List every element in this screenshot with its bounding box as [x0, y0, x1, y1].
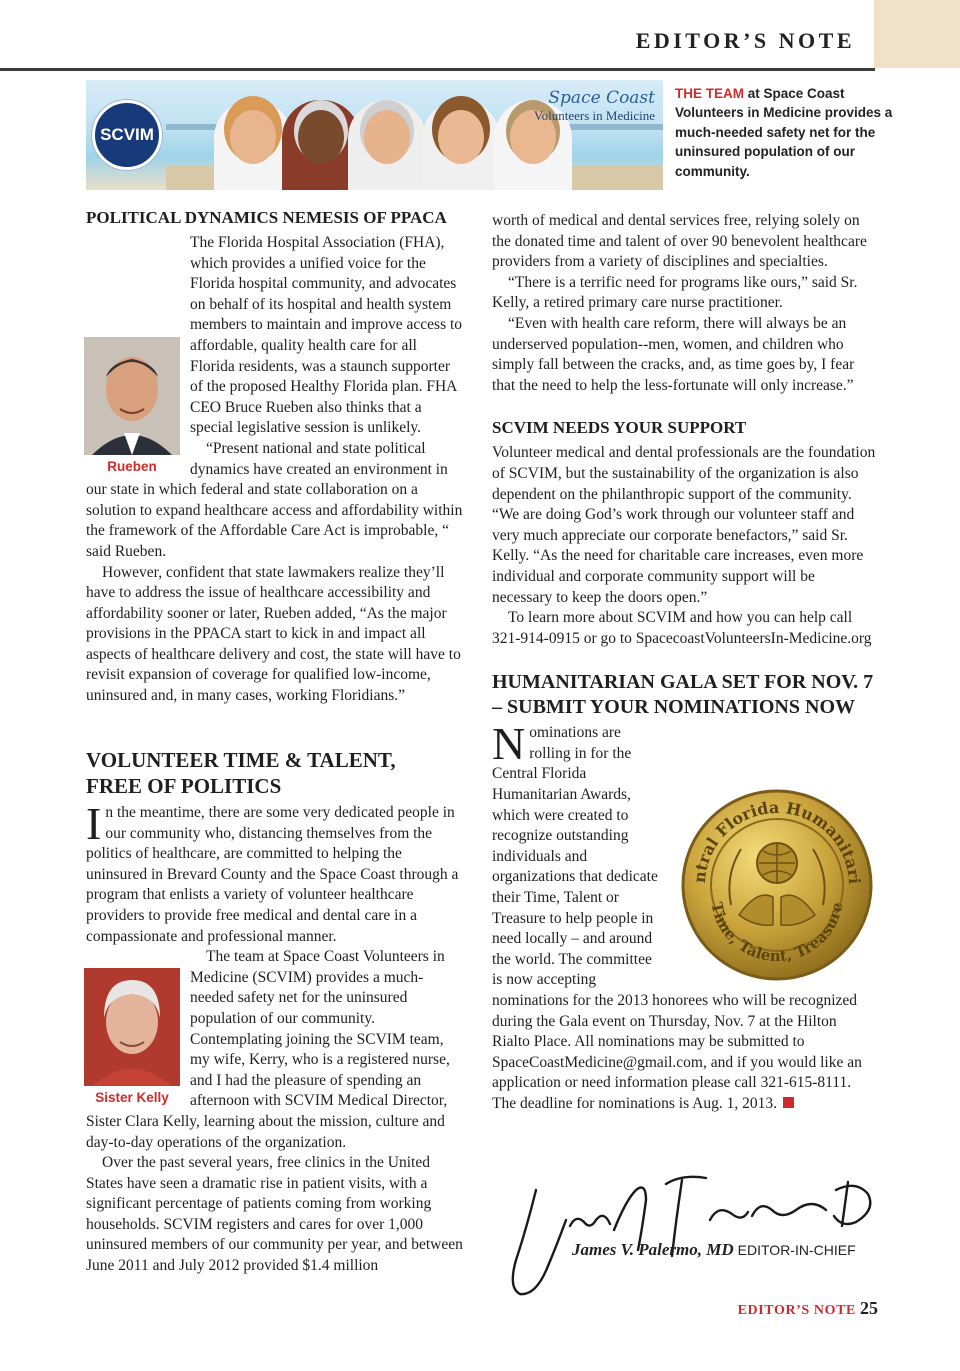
scvim-logo — [92, 100, 162, 170]
paragraph-text: n the meantime, there are some very dedicated people in our community who, distancing themselves from the politics of healthcare, are committed to helping the uninsured in Brevard County and the Space Coast through a program that enlists a variety of volunteer healthcare providers to provide free medical and dental care in a compassionate and professional manner. — [86, 804, 459, 945]
heading-line-1: VOLUNTEER TIME & TALENT, — [86, 748, 396, 772]
paragraph: “There is a terrific need for programs like ours,” said Sr. Kelly, a retired primary care nurse practitioner. — [492, 273, 858, 312]
section-heading: POLITICAL DYNAMICS NEMESIS OF PPACA — [86, 208, 447, 227]
section-title: EDITOR’S NOTE — [635, 28, 855, 53]
heading-line-1: HUMANITARIAN GALA SET FOR NOV. 7 — [492, 671, 874, 694]
photo-label-sister-kelly: Sister Kelly — [95, 1090, 169, 1106]
paragraph: worth of medical and dental services free, relying solely on the donated time and talent of over 90 benevolent healthcare providers from a variety of disciplines and specialties. — [492, 212, 867, 271]
paragraph — [86, 798, 463, 947]
signature-svg — [496, 1170, 896, 1300]
page-footer — [738, 1298, 878, 1319]
paragraph: The Florida Hospital Association (FHA), which provides a unified voice for the Florida hospital community, and advocates on behalf of its hospital and health system members to maintain and improve access to affordable, quality health care for all Florida residents, was a staunch supporter of the proposed Healthy Florida plan. FHA CEO Bruce Rueben also thinks that a special legislative session is unlikely. — [190, 234, 463, 437]
end-of-article-mark — [783, 1097, 794, 1108]
signature-title: EDITOR-IN-CHIEF — [737, 1242, 856, 1258]
drop-cap: I — [86, 798, 102, 849]
photo-rueben — [82, 337, 182, 478]
caption-text: at Space Coast Volunteers in Medicine provides a much-needed safety net for the uninsured population of our community. — [675, 86, 893, 179]
paragraph: Volunteer medical and dental professionals are the foundation of SCVIM, but the sustainability of the organization is also dependent on the philanthropic support of the community. “We are doing God’s work through our volunteer staff and very much appreciate our corporate benefactors,” said Sr. Kelly. “As the need for charitable care increases, even more individual and corporate community support will be necessary to keep the doors open.” — [492, 444, 876, 606]
left-column-section-1 — [86, 207, 463, 707]
rueben-portrait — [84, 337, 180, 455]
scvim-banner-image — [86, 80, 663, 190]
photo-label-rueben: Rueben — [107, 459, 157, 474]
paragraph-text: ominations are rolling in for the Central Florida Humanitarian Awards, which were created to recognize outstanding individuals and organizations that dedicate their Time, Talent or Treasure to help people in need locally – and around the world. The committee is now accepting nominations for the 2013 honorees who will be recognized during the Gala event on Thursday, Nov. 7 at the Hilton Rialto Place. All nominations may be submitted to SpaceCoastMedicine@gmail.com, and if you would like an application or need information please call 321-615-8111. The deadline for nominations is Aug. 1, 2013. — [492, 724, 862, 1112]
section-heading — [86, 747, 463, 799]
left-column-section-2 — [86, 747, 463, 1277]
footer-section-label: EDITOR’S NOTE — [737, 1303, 856, 1318]
logo-text: SCVIM — [100, 125, 154, 144]
rueben-portrait-svg — [84, 337, 180, 455]
caption-lead: THE TEAM — [675, 86, 744, 101]
photo-sister-kelly — [82, 968, 182, 1109]
paragraph: However, confident that state lawmakers realize they’ll have to address the issue of healthcare accessibility and affordability sooner or later, Rueben added, “As the major provisions in the PPACA start to kick in and impact all aspects of healthcare delivery and cost, the state will have to revisit expansion of coverage for qualified low-income, uninsured and, in many cases, working Floridians.” — [86, 563, 461, 705]
signature-name: James V. Palermo, MD — [572, 1240, 734, 1259]
page-number: 25 — [860, 1298, 878, 1318]
banner-caption — [675, 84, 905, 181]
signature-image — [496, 1170, 896, 1300]
humanitarian-medal — [677, 785, 877, 985]
sister-kelly-portrait-svg — [84, 968, 180, 1086]
section-heading — [492, 670, 877, 720]
medal-top-text: ntral Florida Humanitari — [689, 798, 865, 885]
medal-svg — [677, 785, 877, 985]
signature-caption — [572, 1240, 856, 1260]
paragraph: “Even with health care reform, there will always be an underserved population--men, women, and children who simply fall between the cracks, and, as time goes by, I fear that the need to help the less-fortunate will only increase.” — [492, 314, 855, 394]
brand-script: Space Coast — [548, 88, 655, 108]
paragraph: The team at Space Coast Volunteers in Medicine (SCVIM) provides a much-needed safety net for the uninsured population of our community. Contemplating joining the SCVIM team, my wife, Kerry, who is a registered nurse, and I had the pleasure of spending an afternoon with SCVIM Medical Director, Sister Clara Kelly, learning about the mission, culture and day-to-day operations of the organization. — [86, 948, 450, 1151]
sister-kelly-portrait — [84, 968, 180, 1086]
paragraph: Over the past several years, free clinics in the United States have seen a dramatic rise in patient visits, with a significant percentage of patients coming from working households. SCVIM registers and cares for over 1,000 uninsured members of our community per year, and between June 2011 and July 2012 provided $1.4 million — [86, 1154, 463, 1275]
gala-paragraph — [492, 718, 877, 1114]
volunteer-person-1 — [214, 100, 292, 190]
medal-bottom-text: Time, Talent, Treasure — [707, 900, 847, 966]
brand-sub: Volunteers in Medicine — [533, 108, 655, 123]
volunteer-person-4 — [422, 100, 500, 190]
section-heading: SCVIM NEEDS YOUR SUPPORT — [492, 418, 747, 438]
header-rule — [0, 68, 875, 71]
header-corner-tab — [874, 0, 960, 68]
banner-brand — [534, 88, 655, 124]
heading-line-2: FREE OF POLITICS — [86, 774, 282, 798]
right-column — [492, 211, 877, 1115]
paragraph: “Present national and state political dynamics have created an environment in our state in which federal and state collaboration on a solution to expand healthcare access and affordability within the framework of the Affordable Care Act is improbable, “ said Rueben. — [86, 439, 463, 560]
paragraph: To learn more about SCVIM and how you can help call 321-914-0915 or go to SpacecoastVolunteersIn-Medicine.org — [492, 609, 872, 647]
drop-cap: N — [492, 718, 526, 770]
heading-line-2: – SUBMIT YOUR NOMINATIONS NOW — [492, 696, 855, 719]
volunteer-person-3 — [348, 100, 426, 190]
